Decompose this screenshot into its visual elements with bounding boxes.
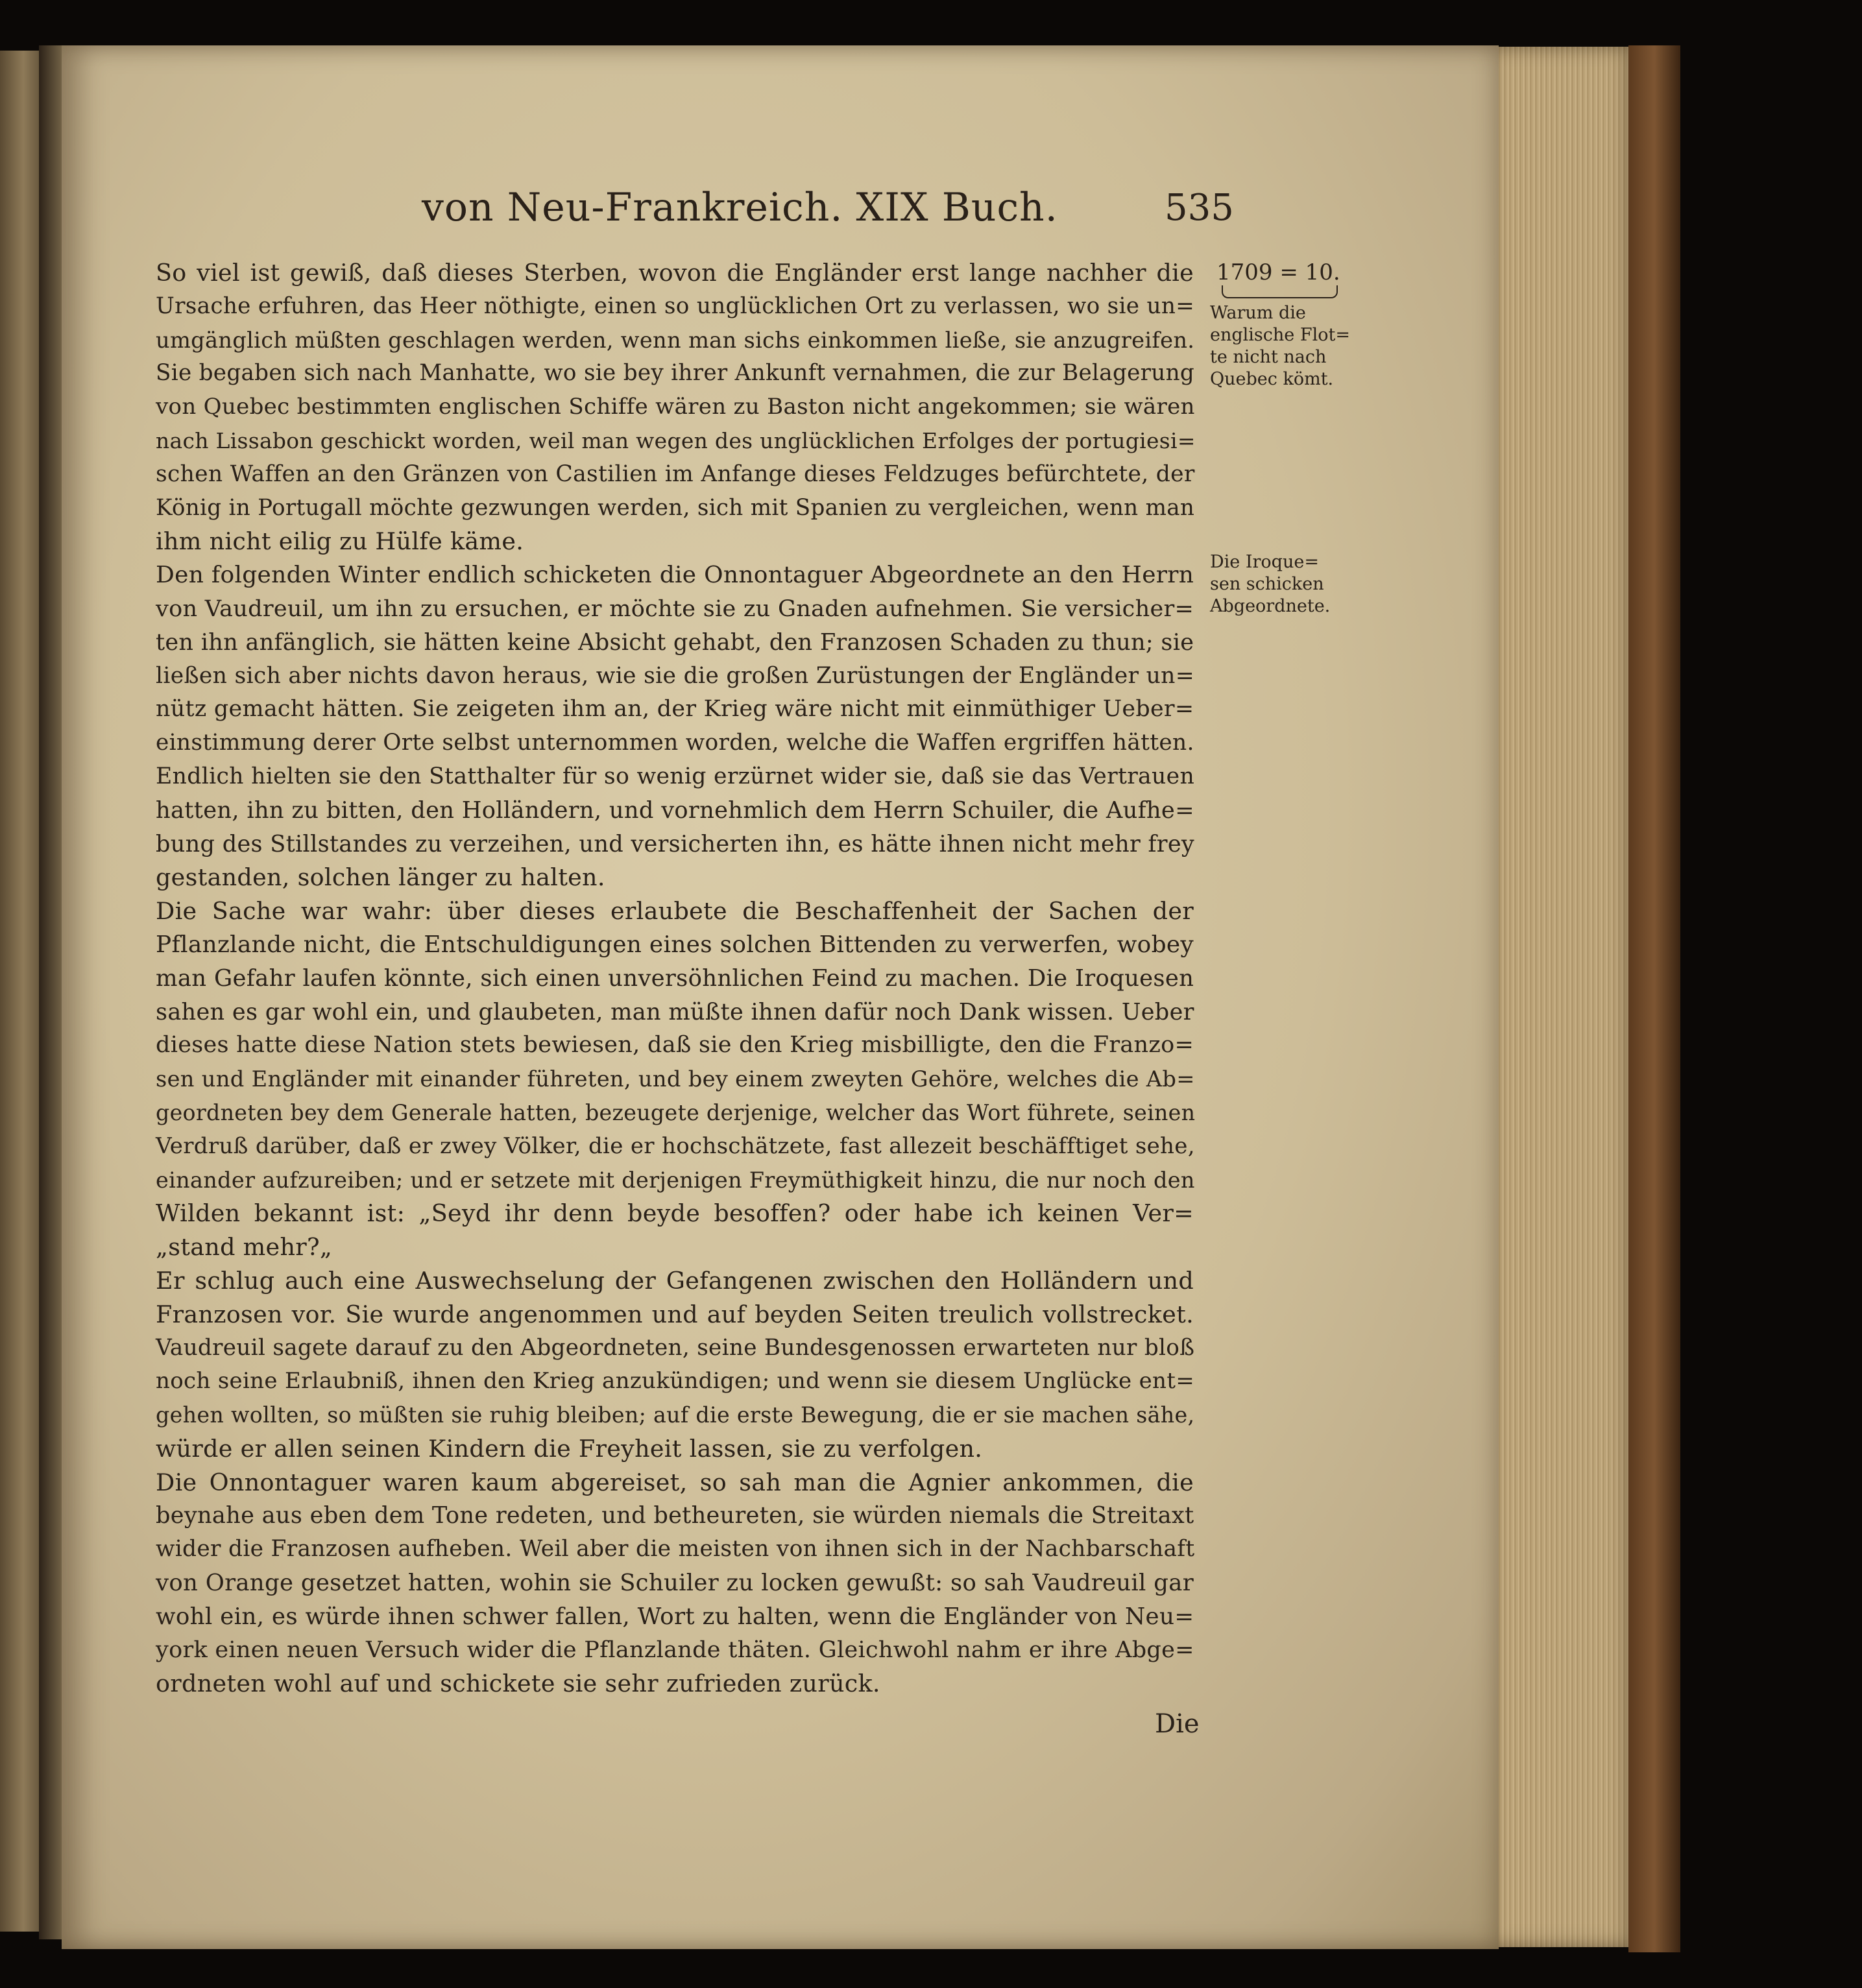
running-head: von Neu-Frankreich. XIX Buch.	[422, 185, 1058, 230]
text-line: york einen neuen Versuch wider die Pflanzlande thäten. Gleichwohl nahm er ihre Abge=	[156, 1636, 1194, 1663]
text-line: beynahe aus eben dem Tone redeten, und betheureten, sie würden niemals die Streitaxt	[156, 1502, 1194, 1529]
text-line: noch seine Erlaubniß, ihnen den Krieg anzukündigen; und wenn sie diesem Unglücke ent=	[156, 1368, 1195, 1395]
text-line: ordneten wohl auf und schickete sie sehr zufrieden zurück.	[156, 1670, 880, 1698]
text-line: So viel ist gewiß, daß dieses Sterben, wovon die Engländer erst lange nachher die	[156, 259, 1194, 287]
margin-note-line: Abgeordnete.	[1210, 596, 1331, 616]
text-line: ließen sich aber nichts davon heraus, wie sie die großen Zurüstungen der Engländer un=	[156, 662, 1194, 689]
text-line: Ursache erfuhren, das Heer nöthigte, einen so unglücklichen Ort zu verlassen, wo sie un=	[156, 293, 1195, 319]
text-line: wohl ein, es würde ihnen schwer fallen, Wort zu halten, wenn die Engländer von Neu=	[156, 1603, 1194, 1630]
text-line: Endlich hielten sie den Statthalter für so wenig erzürnet wider sie, daß sie das Vertrauen	[156, 763, 1195, 789]
text-line: Franzosen vor. Sie wurde angenommen und auf beyden Seiten treulich vollstrecket.	[156, 1300, 1194, 1328]
text-line: gestanden, solchen länger zu halten.	[156, 863, 605, 892]
margin-year: 1709 = 10.	[1216, 259, 1340, 285]
text-line: einander aufzureiben; und er setzete mit derjenigen Freymüthigkeit hinzu, die nur noch den	[156, 1167, 1195, 1193]
text-line: umgänglich müßten geschlagen werden, wenn man sichs einkommen ließe, sie anzugreifen.	[156, 327, 1195, 353]
text-line: bung des Stillstandes zu verzeihen, und versicherten ihn, es hätte ihnen nicht mehr frey	[156, 830, 1195, 857]
text-line: „stand mehr?„	[156, 1233, 333, 1262]
text-line: Den folgenden Winter endlich schicketen die Onnontaguer Abgeordnete an den Herrn	[156, 562, 1194, 589]
text-line: König in Portugall möchte gezwungen werden, sich mit Spanien zu vergleichen, wenn man	[156, 494, 1195, 521]
margin-brace	[1222, 285, 1338, 298]
text-line: Sie begaben sich nach Manhatte, wo sie bey ihrer Ankunft vernahmen, die zur Belagerung	[156, 360, 1195, 387]
catchword: Die	[1155, 1709, 1200, 1739]
facing-page-edge	[0, 51, 39, 1932]
text-line: von Orange gesetzet hatten, wohin sie Schuiler zu locken gewußt: so sah Vaudreuil gar	[156, 1570, 1194, 1597]
text-line: würde er allen seinen Kindern die Freyheit lassen, sie zu verfolgen.	[156, 1434, 983, 1463]
margin-note-line: englische Flot=	[1210, 325, 1350, 345]
page-number: 535	[1165, 187, 1234, 229]
text-line: nütz gemacht hätten. Sie zeigeten ihm an, der Krieg wäre nicht mit einmüthiger Ueber=	[156, 696, 1194, 723]
text-line: von Quebec bestimmten englischen Schiffe wären zu Baston nicht angekommen; sie wären	[156, 394, 1195, 420]
margin-note-line: Warum die	[1210, 303, 1306, 323]
margin-notes	[1210, 259, 1366, 616]
text-line: Er schlug auch eine Auswechselung der Gefangenen zwischen den Holländern und	[156, 1266, 1194, 1295]
text-line: gehen wollten, so müßten sie ruhig bleiben; auf die erste Bewegung, die er sie machen sähe,	[156, 1402, 1195, 1428]
page-block-edge	[1486, 47, 1628, 1947]
text-line: wider die Franzosen aufheben. Weil aber die meisten von ihnen sich in der Nachbarschaft	[156, 1536, 1195, 1563]
text-line: einstimmung derer Orte selbst unternommen worden, welche die Waffen ergriffen hätten.	[156, 730, 1194, 756]
text-line: von Vaudreuil, um ihn zu ersuchen, er möchte sie zu Gnaden aufnehmen. Sie versicher=	[156, 595, 1194, 622]
text-line: ten ihn anfänglich, sie hätten keine Absicht gehabt, den Franzosen Schaden zu thun; sie	[156, 629, 1194, 656]
margin-note-iroquois	[1210, 551, 1330, 617]
margin-note-line: Die Iroque=	[1210, 552, 1319, 572]
cover-edge	[1628, 45, 1680, 1952]
text-line: ihm nicht eilig zu Hülfe käme.	[156, 527, 524, 556]
margin-note-fleet	[1210, 302, 1366, 390]
book-page	[62, 45, 1499, 1949]
margin-note-line: Quebec kömt.	[1210, 369, 1334, 389]
text-line: dieses hatte diese Nation stets bewiesen, daß sie den Krieg misbilligte, den die Franzo=	[156, 1032, 1194, 1059]
margin-note-line: te nicht nach	[1210, 347, 1327, 367]
text-line: Verdruß darüber, daß er zwey Völker, die er hochschätzete, fast allezeit beschäfftiget sehe,	[156, 1132, 1195, 1159]
margin-note-line: sen schicken	[1210, 574, 1324, 594]
text-line: sahen es gar wohl ein, und glaubeten, man müßte ihnen dafür noch Dank wissen. Ueber	[156, 998, 1194, 1025]
body-text	[156, 256, 1194, 1701]
text-line: Pflanzlande nicht, die Entschuldigungen eines solchen Bittenden zu verwerfen, wobey	[156, 931, 1194, 958]
text-line: man Gefahr laufen könnte, sich einen unversöhnlichen Feind zu machen. Die Iroquesen	[156, 964, 1194, 992]
text-line: nach Lissabon geschickt worden, weil man wegen des unglücklichen Erfolges der portugiesi=	[156, 427, 1196, 453]
text-line: Wilden bekannt ist: „Seyd ihr denn beyde besoffen? oder habe ich keinen Ver=	[156, 1199, 1194, 1228]
text-line: schen Waffen an den Gränzen von Castilien im Anfange dieses Feldzuges befürchtete, der	[156, 461, 1195, 487]
text-line: sen und Engländer mit einander führeten, und bey einem zweyten Gehöre, welches die Ab=	[156, 1066, 1195, 1092]
text-line: Die Sache war wahr: über dieses erlaubete die Beschaffenheit der Sachen der	[156, 897, 1194, 926]
book-gutter	[39, 45, 65, 1939]
text-line: hatten, ihn zu bitten, den Holländern, und vornehmlich dem Herrn Schuiler, die Aufhe=	[156, 796, 1194, 824]
text-line: Die Onnontaguer waren kaum abgereiset, so sah man die Agnier ankommen, die	[156, 1468, 1194, 1496]
text-line: Vaudreuil sagete darauf zu den Abgeordneten, seine Bundesgenossen erwarteten nur bloß	[156, 1334, 1195, 1361]
text-line: geordneten bey dem Generale hatten, bezeugete derjenige, welcher das Wort führete, seinen	[156, 1099, 1196, 1125]
